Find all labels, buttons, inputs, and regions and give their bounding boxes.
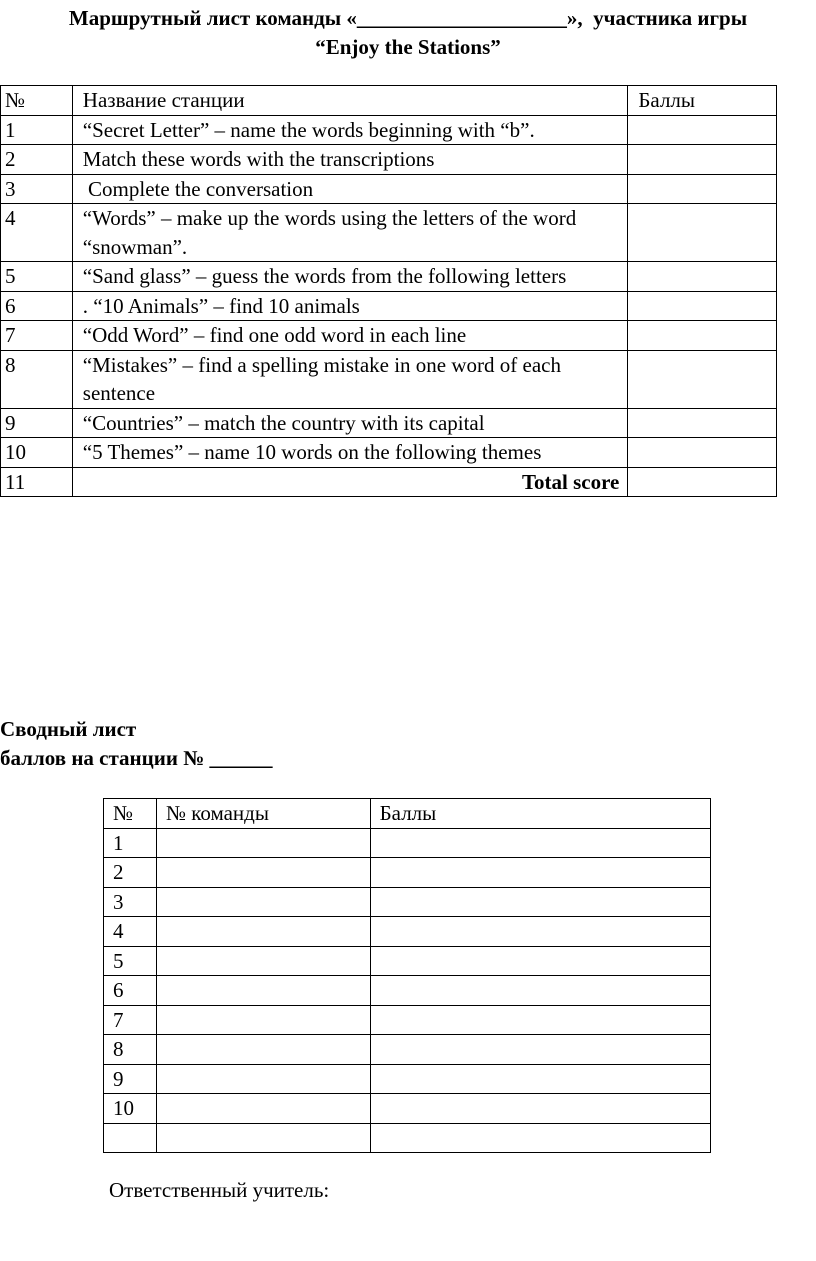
team-number-cell[interactable] bbox=[156, 1064, 370, 1094]
table-row bbox=[104, 917, 711, 947]
summary-heading bbox=[0, 715, 273, 773]
route-table-header-row bbox=[1, 86, 777, 116]
route-header-points: Баллы bbox=[628, 86, 777, 116]
points-cell[interactable] bbox=[628, 115, 777, 145]
table-row bbox=[104, 1064, 711, 1094]
row-number: 7 bbox=[104, 1005, 157, 1035]
row-number: 5 bbox=[104, 946, 157, 976]
team-number-cell[interactable] bbox=[156, 858, 370, 888]
points-cell[interactable] bbox=[370, 1064, 710, 1094]
row-number: 4 bbox=[1, 204, 73, 262]
team-number-cell[interactable] bbox=[156, 946, 370, 976]
points-cell[interactable] bbox=[370, 887, 710, 917]
points-cell[interactable] bbox=[370, 976, 710, 1006]
station-name: Complete the conversation bbox=[72, 174, 628, 204]
table-row bbox=[104, 1123, 711, 1153]
points-cell[interactable] bbox=[370, 858, 710, 888]
route-table bbox=[0, 85, 777, 497]
row-number: 10 bbox=[1, 438, 73, 468]
table-row bbox=[1, 291, 777, 321]
table-row bbox=[1, 145, 777, 175]
row-number: 3 bbox=[1, 174, 73, 204]
row-number bbox=[104, 1123, 157, 1153]
table-row bbox=[1, 174, 777, 204]
team-number-cell[interactable] bbox=[156, 1094, 370, 1124]
row-number: 3 bbox=[104, 887, 157, 917]
row-number: 2 bbox=[104, 858, 157, 888]
station-name: “Sand glass” – guess the words from the following letters bbox=[72, 262, 628, 292]
points-cell[interactable] bbox=[628, 350, 777, 408]
points-cell[interactable] bbox=[370, 917, 710, 947]
table-row bbox=[104, 1035, 711, 1065]
row-number: 9 bbox=[1, 408, 73, 438]
team-number-cell[interactable] bbox=[156, 828, 370, 858]
summary-line-1: Сводный лист bbox=[0, 717, 137, 741]
score-header-number: № bbox=[104, 799, 157, 829]
score-table-header-row bbox=[104, 799, 711, 829]
points-cell[interactable] bbox=[628, 408, 777, 438]
station-name: “Words” – make up the words using the letters of the word “snowman”. bbox=[72, 204, 628, 262]
row-number: 4 bbox=[104, 917, 157, 947]
points-cell[interactable] bbox=[370, 828, 710, 858]
table-row bbox=[1, 408, 777, 438]
points-cell[interactable] bbox=[628, 204, 777, 262]
team-number-cell[interactable] bbox=[156, 1005, 370, 1035]
title-line-1: Маршрутный лист команды «____________________», участника игры bbox=[68, 6, 748, 30]
row-number: 9 bbox=[104, 1064, 157, 1094]
team-number-cell[interactable] bbox=[156, 1035, 370, 1065]
table-row bbox=[1, 321, 777, 351]
station-name: “Mistakes” – find a spelling mistake in one word of each sentence bbox=[72, 350, 628, 408]
score-header-points: Баллы bbox=[370, 799, 710, 829]
row-number: 8 bbox=[104, 1035, 157, 1065]
station-name: “5 Themes” – name 10 words on the following themes bbox=[72, 438, 628, 468]
team-number-cell[interactable] bbox=[156, 887, 370, 917]
station-name: “Countries” – match the country with its capital bbox=[72, 408, 628, 438]
table-row bbox=[104, 1094, 711, 1124]
score-header-team: № команды bbox=[156, 799, 370, 829]
points-cell[interactable] bbox=[370, 1094, 710, 1124]
row-number: 2 bbox=[1, 145, 73, 175]
row-number: 5 bbox=[1, 262, 73, 292]
route-header-station: Название станции bbox=[72, 86, 628, 116]
table-row bbox=[1, 438, 777, 468]
points-cell[interactable] bbox=[370, 1123, 710, 1153]
table-row bbox=[104, 858, 711, 888]
row-number: 1 bbox=[1, 115, 73, 145]
total-points-cell[interactable] bbox=[628, 467, 777, 497]
table-row bbox=[1, 204, 777, 262]
table-row bbox=[104, 946, 711, 976]
points-cell[interactable] bbox=[628, 321, 777, 351]
table-row bbox=[104, 828, 711, 858]
table-row bbox=[1, 350, 777, 408]
row-number: 10 bbox=[104, 1094, 157, 1124]
station-name: Match these words with the transcriptions bbox=[72, 145, 628, 175]
row-number: 6 bbox=[1, 291, 73, 321]
points-cell[interactable] bbox=[628, 291, 777, 321]
points-cell[interactable] bbox=[628, 145, 777, 175]
points-cell[interactable] bbox=[628, 262, 777, 292]
summary-line-2: баллов на станции № ______ bbox=[0, 746, 273, 770]
station-name: “Secret Letter” – name the words beginning with “b”. bbox=[72, 115, 628, 145]
table-row bbox=[1, 262, 777, 292]
route-header-number: № bbox=[1, 86, 73, 116]
table-row bbox=[104, 887, 711, 917]
total-score-label: Total score bbox=[72, 467, 628, 497]
responsible-teacher-label: Ответственный учитель: bbox=[109, 1178, 330, 1202]
row-number: 6 bbox=[104, 976, 157, 1006]
total-row bbox=[1, 467, 777, 497]
page-title bbox=[0, 4, 816, 62]
score-table bbox=[103, 798, 711, 1153]
team-number-cell[interactable] bbox=[156, 976, 370, 1006]
title-line-2: “Enjoy the Stations” bbox=[315, 35, 501, 59]
team-number-cell[interactable] bbox=[156, 917, 370, 947]
points-cell[interactable] bbox=[370, 1005, 710, 1035]
station-name: . “10 Animals” – find 10 animals bbox=[72, 291, 628, 321]
points-cell[interactable] bbox=[370, 946, 710, 976]
team-number-cell[interactable] bbox=[156, 1123, 370, 1153]
row-number: 7 bbox=[1, 321, 73, 351]
table-row bbox=[104, 1005, 711, 1035]
table-row bbox=[1, 115, 777, 145]
points-cell[interactable] bbox=[628, 438, 777, 468]
row-number: 8 bbox=[1, 350, 73, 408]
table-row bbox=[104, 976, 711, 1006]
row-number: 11 bbox=[1, 467, 73, 497]
points-cell[interactable] bbox=[628, 174, 777, 204]
row-number: 1 bbox=[104, 828, 157, 858]
points-cell[interactable] bbox=[370, 1035, 710, 1065]
station-name: “Odd Word” – find one odd word in each line bbox=[72, 321, 628, 351]
